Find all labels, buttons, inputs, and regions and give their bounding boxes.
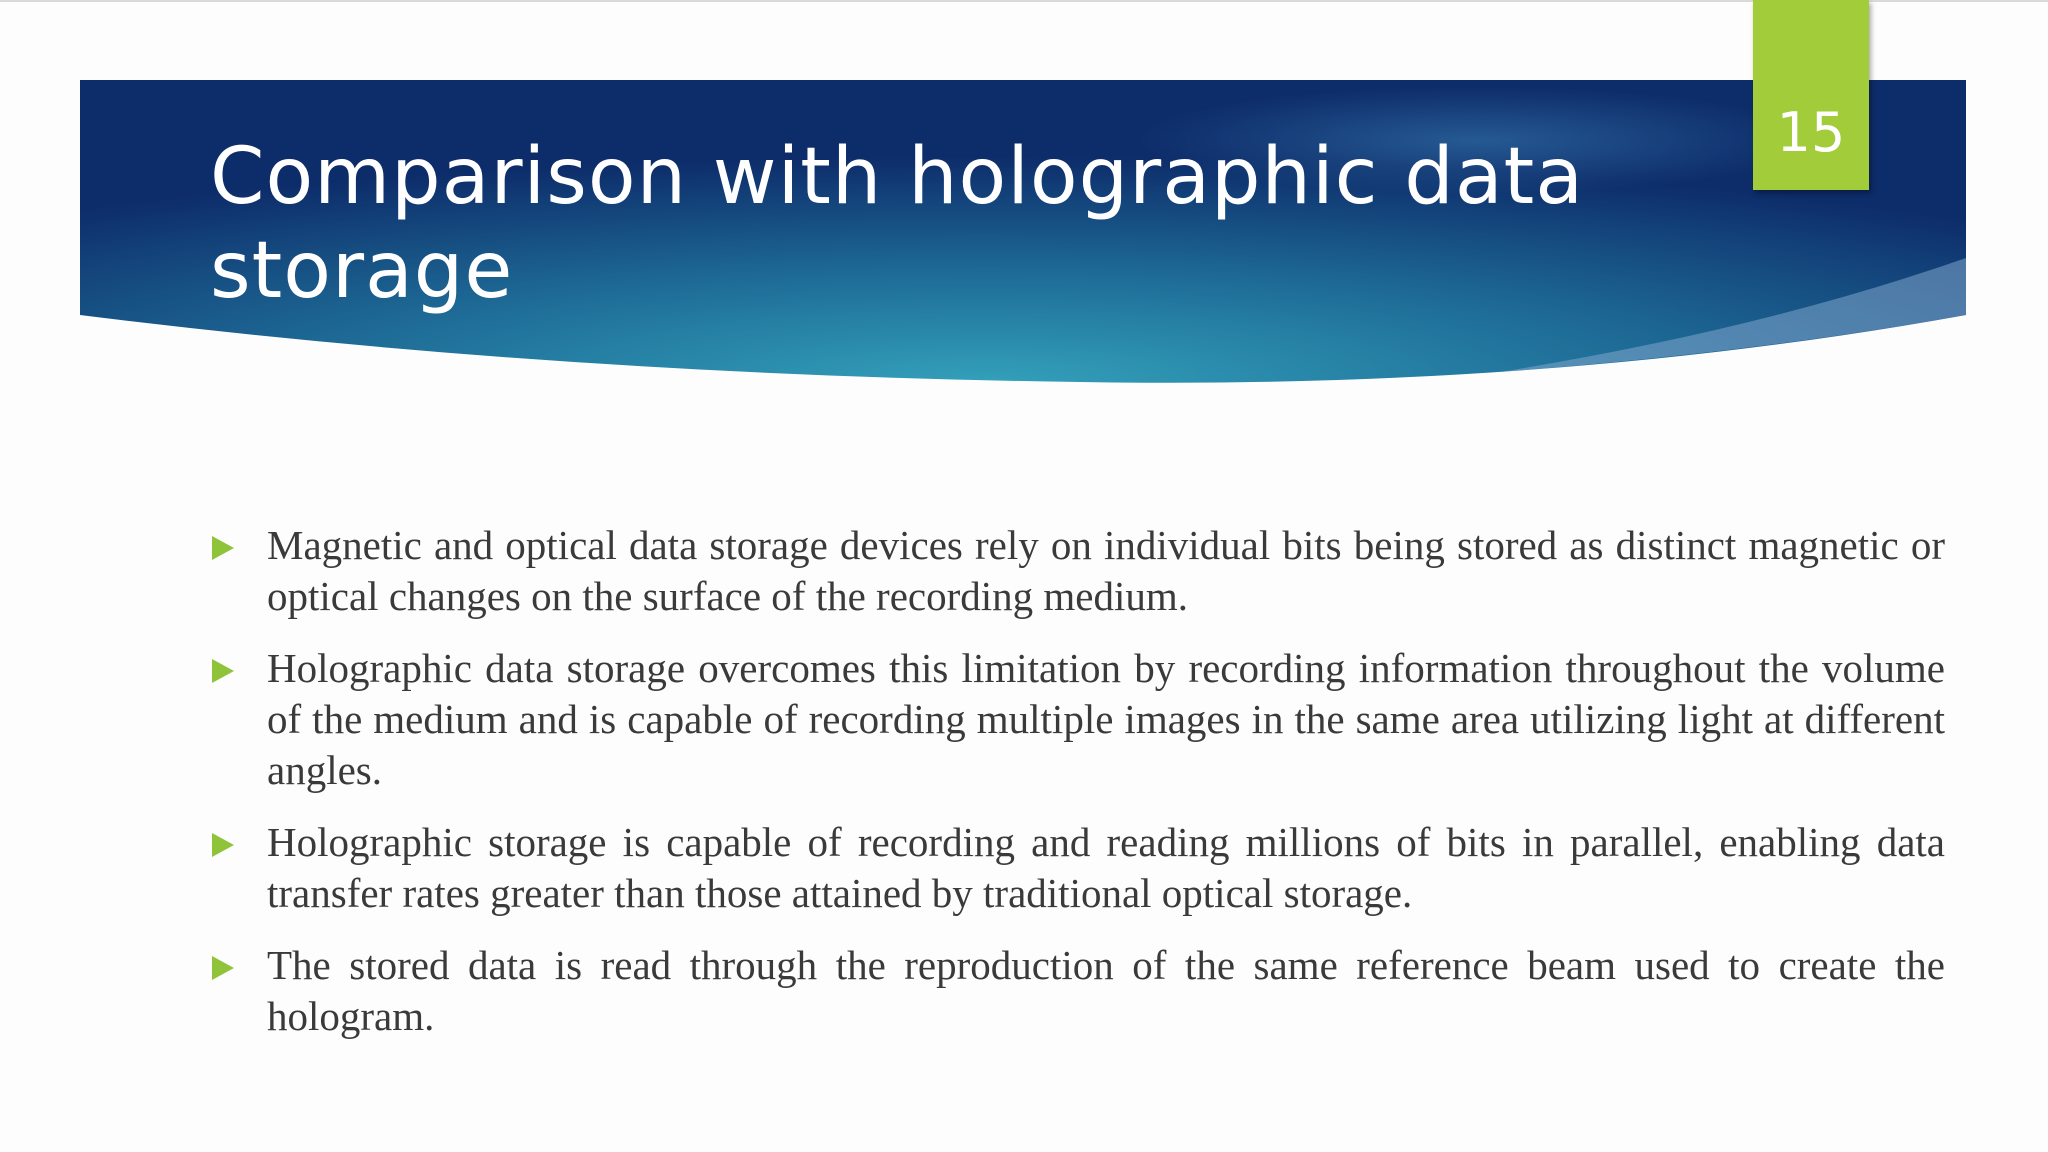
page-number-tab [1753,0,1869,190]
bullet-list [210,520,1945,1063]
triangle-right-icon [212,536,234,560]
triangle-right-icon [212,956,234,980]
bullet-text: Magnetic and optical data storage devices rely on individual bits being stored as distinct magnetic or optical changes on the surface of the recording medium. [267,522,1945,619]
list-item [210,817,1945,919]
triangle-right-icon [212,659,234,683]
slide-title: Comparison with holographic data storage [210,132,1584,316]
list-item [210,520,1945,622]
page-number: 15 [1776,101,1846,164]
bullet-text: The stored data is read through the reproduction of the same reference beam used to create the hologram. [267,942,1945,1039]
list-item [210,643,1945,796]
bullet-text: Holographic storage is capable of recording and reading millions of bits in parallel, enabling data transfer rates greater than those attained by traditional optical storage. [267,819,1945,916]
list-item [210,940,1945,1042]
triangle-right-icon [212,833,234,857]
bullet-text: Holographic data storage overcomes this limitation by recording information throughout the volume of the medium and is capable of recording multiple images in the same area utilizing light at different angles. [267,645,1945,793]
